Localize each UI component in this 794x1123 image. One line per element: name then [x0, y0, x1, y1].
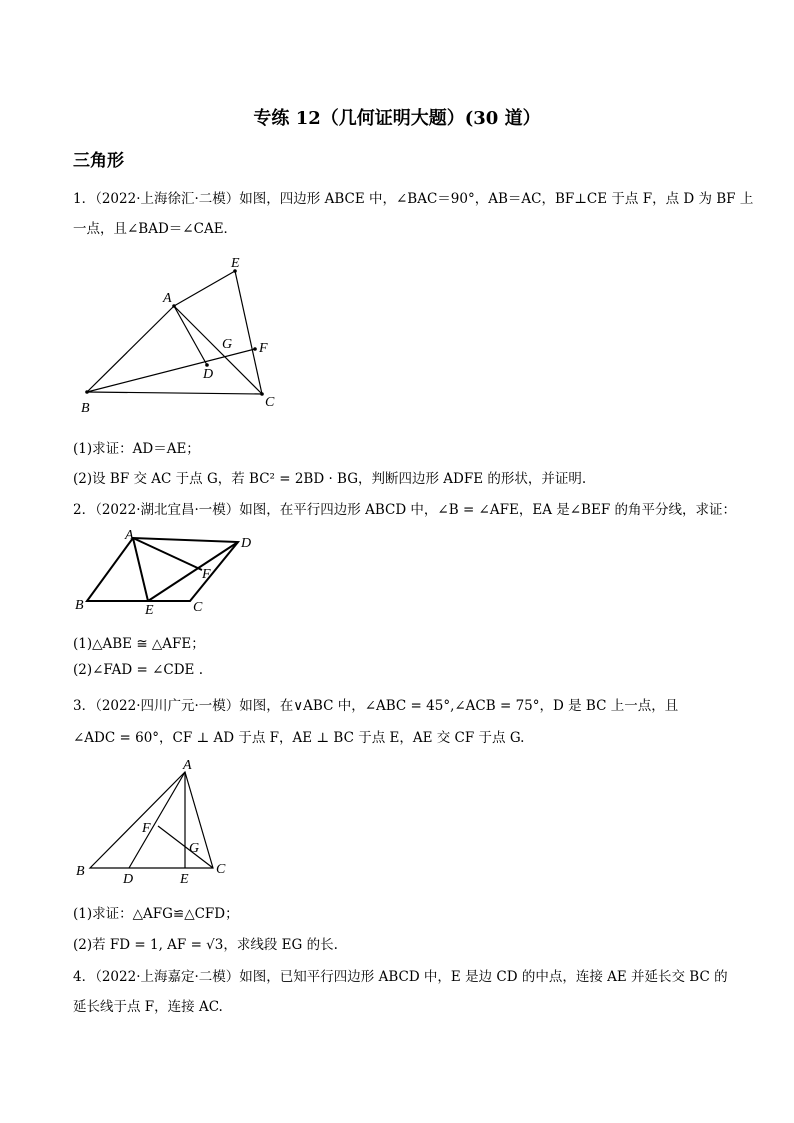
section-heading: 三角形: [73, 151, 124, 171]
problem-2-part-2: (2)∠FAD = ∠CDE .: [73, 662, 203, 678]
fig1-label-d: D: [203, 367, 214, 382]
fig2-label-d: D: [241, 536, 252, 551]
fig3-label-g: G: [189, 841, 200, 856]
fig2-label-c: C: [193, 600, 203, 615]
fig3-label-f: F: [142, 821, 151, 836]
fig3-label-c: C: [216, 862, 226, 877]
problem-1-part-2: (2)设 BF 交 AC 于点 G，若 BC² = 2BD · BG，判断四边形 ADFE 的形状，并证明.: [73, 471, 587, 487]
fig2-label-b: B: [75, 598, 84, 613]
fig1-label-g: G: [222, 337, 233, 352]
problem-4-line-1: 4．（2022·上海嘉定·二模）如图，已知平行四边形 ABCD 中，E 是边 CD 的中点，连接 AE 并延长交 BC 的: [73, 969, 728, 985]
fig3-label-b: B: [76, 864, 85, 879]
problem-4-line-2: 延长线于点 F，连接 AC.: [73, 999, 223, 1015]
fig2-label-a: A: [125, 528, 134, 543]
problem-1-figure: [70, 250, 290, 420]
fig3-label-a: A: [183, 758, 192, 773]
problem-3-part-2: (2)若 FD = 1, AF = √3，求线段 EG 的长.: [73, 937, 338, 953]
problem-2-figure: [70, 528, 270, 620]
problem-3-line-1: 3．（2022·四川广元·一模）如图，在∨ABC 中，∠ABC = 45°,∠ACB = 75°，D 是 BC 上一点，且: [73, 698, 679, 714]
fig1-label-f: F: [259, 341, 268, 356]
fig1-label-b: B: [81, 401, 90, 416]
fig1-label-a: A: [163, 291, 172, 306]
problem-1-part-1: (1)求证：AD＝AE；: [73, 441, 200, 457]
problem-1-line-1: 1．（2022·上海徐汇·二模）如图，四边形 ABCE 中，∠BAC＝90°，AB＝AC，BF⊥CE 于点 F，点 D 为 BF 上: [73, 191, 754, 207]
problem-1-line-2: 一点，且∠BAD＝∠CAE．: [73, 221, 238, 237]
fig1-label-e: E: [231, 256, 240, 271]
problem-2-part-1: (1)△ABE ≅ △AFE；: [73, 636, 205, 652]
problem-3-part-1: (1)求证：△AFG≌△CFD；: [73, 906, 239, 922]
page-title: 专练 12（几何证明大题）(30 道）: [253, 108, 541, 129]
fig2-label-e: E: [145, 603, 154, 618]
fig3-label-e: E: [180, 872, 189, 887]
problem-3-figure: [70, 752, 250, 890]
fig3-label-d: D: [123, 872, 134, 887]
fig1-label-c: C: [265, 395, 275, 410]
problem-2-line-1: 2．（2022·湖北宜昌·一模）如图，在平行四边形 ABCD 中，∠B = ∠AFE，EA 是∠BEF 的角平分线，求证：: [73, 502, 736, 518]
problem-3-line-2: ∠ADC = 60°，CF ⊥ AD 于点 F，AE ⊥ BC 于点 E，AE 交 CF 于点 G.: [73, 730, 525, 746]
fig2-label-f: F: [202, 567, 211, 582]
